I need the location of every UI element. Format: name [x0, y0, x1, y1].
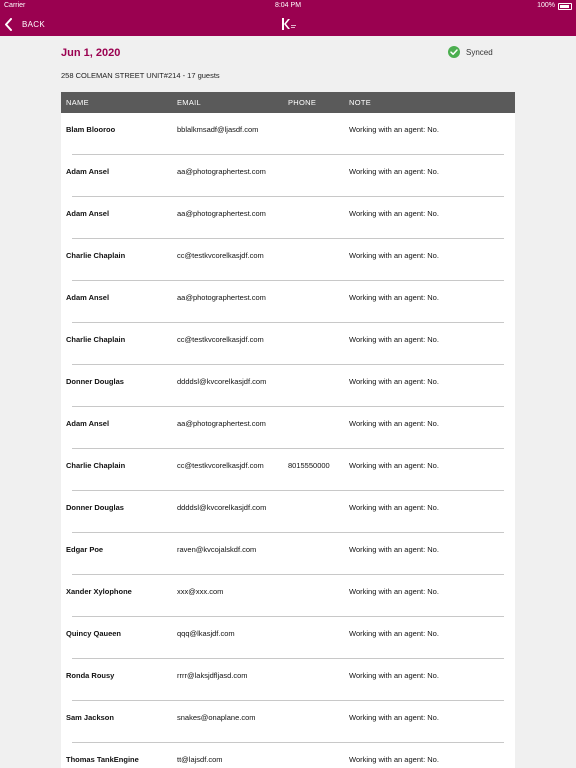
guest-note: Working with an agent: No.: [349, 755, 439, 764]
table-row[interactable]: [61, 701, 515, 743]
guest-table: [61, 92, 515, 768]
guest-name: Charlie Chaplain: [66, 251, 126, 260]
table-row[interactable]: [61, 323, 515, 365]
guest-note: Working with an agent: No.: [349, 251, 439, 260]
guest-email: aa@photographertest.com: [177, 167, 266, 176]
table-row[interactable]: [61, 449, 515, 491]
guest-email: rrrr@laksjdfljasd.com: [177, 671, 248, 680]
guest-note: Working with an agent: No.: [349, 713, 439, 722]
guest-name: Adam Ansel: [66, 167, 110, 176]
guest-name: Xander Xylophone: [66, 587, 132, 596]
guest-email: aa@photographertest.com: [177, 293, 266, 302]
sync-label: Synced: [466, 47, 493, 57]
guest-email: qqq@lkasjdf.com: [177, 629, 235, 638]
battery-status: [537, 0, 572, 12]
guest-name: Adam Ansel: [66, 419, 110, 428]
column-header-note: NOTE: [349, 98, 372, 107]
guest-note: Working with an agent: No.: [349, 209, 439, 218]
guest-note: Working with an agent: No.: [349, 587, 439, 596]
column-header-phone: PHONE: [288, 98, 317, 107]
guest-email: ddddsl@kvcorelkasjdf.com: [177, 377, 267, 386]
guest-note: Working with an agent: No.: [349, 671, 439, 680]
guest-note: Working with an agent: No.: [349, 293, 439, 302]
guest-note: Working with an agent: No.: [349, 335, 439, 344]
guest-note: Working with an agent: No.: [349, 629, 439, 638]
column-header-email: EMAIL: [177, 98, 202, 107]
column-header-name: NAME: [66, 98, 89, 107]
status-time: 8:04 PM: [274, 2, 302, 9]
guest-name: Ronda Rousy: [66, 671, 115, 680]
address-summary: 258 COLEMAN STREET UNIT#214 - 17 guests: [61, 71, 220, 80]
carrier-label: Carrier: [4, 2, 26, 9]
table-row[interactable]: [61, 407, 515, 449]
guest-name: Charlie Chaplain: [66, 461, 126, 470]
battery-percent: 100%: [537, 2, 555, 9]
sync-status: [448, 46, 493, 58]
table-row[interactable]: [61, 113, 515, 155]
guest-email: tt@lajsdf.com: [177, 755, 223, 764]
guest-name: Sam Jackson: [66, 713, 114, 722]
guest-email: cc@testkvcorelkasjdf.com: [177, 335, 264, 344]
table-row[interactable]: [61, 155, 515, 197]
battery-icon: [558, 3, 572, 10]
guest-note: Working with an agent: No.: [349, 419, 439, 428]
guest-phone: 8015550000: [288, 461, 330, 470]
guest-name: Quincy Qaueen: [66, 629, 122, 638]
guest-note: Working with an agent: No.: [349, 545, 439, 554]
table-row[interactable]: [61, 365, 515, 407]
guest-name: Adam Ansel: [66, 209, 110, 218]
navigation-bar: [0, 12, 576, 36]
guest-email: cc@testkvcorelkasjdf.com: [177, 251, 264, 260]
guest-email: ddddsl@kvcorelkasjdf.com: [177, 503, 267, 512]
table-row[interactable]: [61, 575, 515, 617]
guest-email: snakes@onaplane.com: [177, 713, 256, 722]
guest-name: Donner Douglas: [66, 503, 124, 512]
table-row[interactable]: [61, 281, 515, 323]
guest-email: raven@kvcojalskdf.com: [177, 545, 257, 554]
status-bar: [0, 0, 576, 12]
guest-note: Working with an agent: No.: [349, 503, 439, 512]
guest-name: Donner Douglas: [66, 377, 124, 386]
table-row[interactable]: [61, 659, 515, 701]
event-date: Jun 1, 2020: [61, 47, 121, 59]
table-header: [61, 92, 515, 113]
guest-email: bblalkmsadf@ljasdf.com: [177, 125, 259, 134]
table-row[interactable]: [61, 533, 515, 575]
guest-email: cc@testkvcorelkasjdf.com: [177, 461, 264, 470]
guest-email: xxx@xxx.com: [177, 587, 224, 596]
check-circle-icon: [448, 46, 460, 58]
guest-note: Working with an agent: No.: [349, 461, 439, 470]
table-row[interactable]: [61, 491, 515, 533]
guest-name: Thomas TankEngine: [66, 755, 139, 764]
guest-name: Adam Ansel: [66, 293, 110, 302]
guest-name: Blam Blooroo: [66, 125, 116, 134]
guest-note: Working with an agent: No.: [349, 167, 439, 176]
guest-note: Working with an agent: No.: [349, 377, 439, 386]
back-label: BACK: [22, 19, 45, 29]
guest-note: Working with an agent: No.: [349, 125, 439, 134]
main-content: [0, 36, 576, 768]
guest-email: aa@photographertest.com: [177, 209, 266, 218]
guest-name: Charlie Chaplain: [66, 335, 126, 344]
chevron-left-icon: [4, 18, 12, 31]
table-row[interactable]: [61, 617, 515, 659]
back-button[interactable]: [4, 12, 45, 36]
table-row[interactable]: [61, 239, 515, 281]
guest-email: aa@photographertest.com: [177, 419, 266, 428]
table-row[interactable]: [61, 743, 515, 768]
guest-name: Edgar Poe: [66, 545, 104, 554]
table-row[interactable]: [61, 197, 515, 239]
app-logo-icon: [282, 18, 296, 30]
